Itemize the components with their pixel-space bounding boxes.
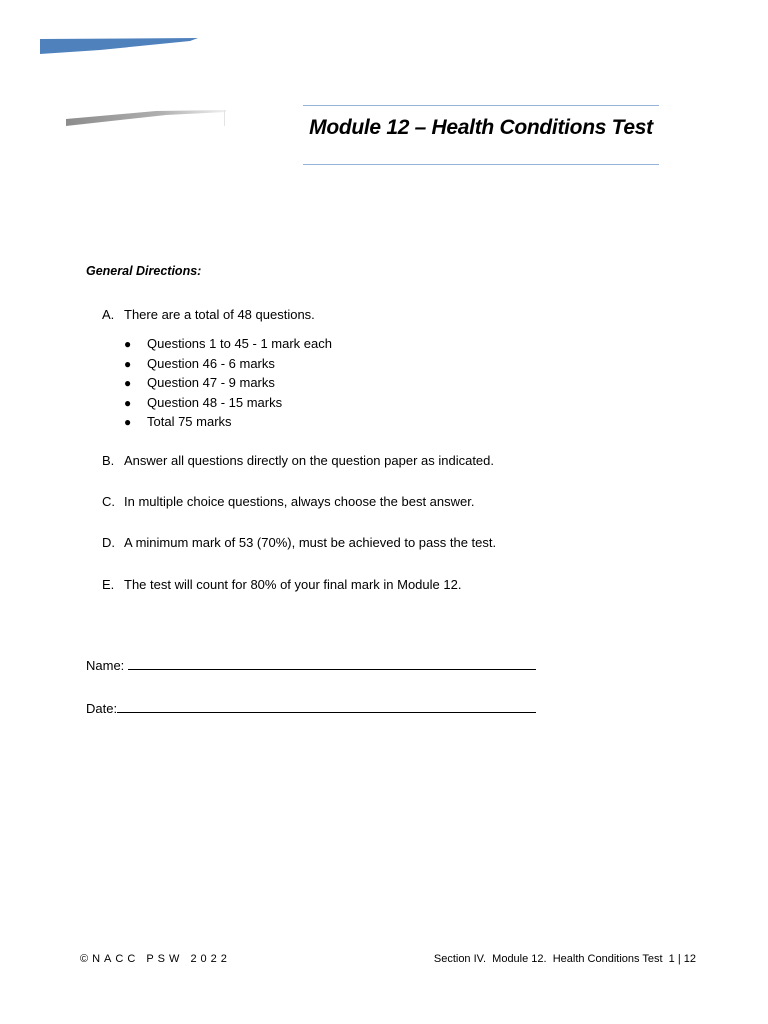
page-title: Module 12 – Health Conditions Test — [309, 116, 653, 139]
bullet-text: Question 46 - 6 marks — [147, 355, 275, 371]
direction-letter: E. — [102, 577, 115, 592]
name-field-row — [86, 656, 536, 673]
direction-item-c — [102, 494, 474, 509]
bullet-item — [124, 412, 332, 432]
bullet-icon: ● — [124, 337, 132, 351]
bullet-text: Total 75 marks — [147, 414, 232, 430]
direction-letter: B. — [102, 453, 115, 468]
direction-text: A minimum mark of 53 (70%), must be achieved to pass the test. — [124, 535, 497, 550]
header-accent-swoosh — [40, 36, 200, 56]
bullet-item — [124, 334, 332, 354]
direction-text: Answer all questions directly on the question paper as indicated. — [124, 453, 494, 468]
direction-letter: A. — [102, 307, 115, 322]
title-bottom-rule — [303, 164, 659, 165]
direction-text: The test will count for 80% of your final mark in Module 12. — [124, 577, 462, 592]
bullet-item — [124, 393, 332, 413]
bullet-text: Questions 1 to 45 - 1 mark each — [147, 336, 332, 351]
bullet-item — [124, 354, 332, 374]
bullet-icon: ● — [124, 415, 132, 430]
date-label: Date: — [86, 701, 118, 716]
bullet-icon: ● — [124, 395, 132, 410]
footer-page-info: Section IV. Module 12. Health Conditions Test 1 | 12 — [433, 953, 696, 965]
direction-item-a — [102, 307, 315, 322]
bullet-text: Question 48 - 15 marks — [147, 394, 283, 410]
direction-text: In multiple choice questions, always choose the best answer. — [124, 494, 475, 509]
date-field-row — [86, 699, 536, 716]
date-field[interactable] — [117, 699, 536, 713]
title-top-rule — [303, 105, 659, 106]
bullet-text: Question 47 - 9 marks — [147, 375, 275, 391]
direction-item-d — [102, 535, 496, 550]
directions-heading: General Directions: — [86, 264, 202, 278]
direction-letter: D. — [102, 535, 115, 550]
direction-item-e — [102, 577, 461, 592]
direction-item-b — [102, 453, 494, 468]
direction-text: There are a total of 48 questions. — [124, 307, 315, 322]
name-field[interactable] — [128, 656, 536, 670]
name-label: Name: — [86, 658, 125, 673]
bullet-icon: ● — [124, 376, 132, 391]
header-grey-swoosh — [66, 108, 228, 128]
bullet-icon: ● — [124, 356, 132, 371]
bullet-item — [124, 373, 332, 393]
footer-copyright: ©NACC PSW 2022 — [80, 953, 231, 965]
direction-letter: C. — [102, 494, 115, 509]
marks-bullet-list — [124, 334, 332, 432]
